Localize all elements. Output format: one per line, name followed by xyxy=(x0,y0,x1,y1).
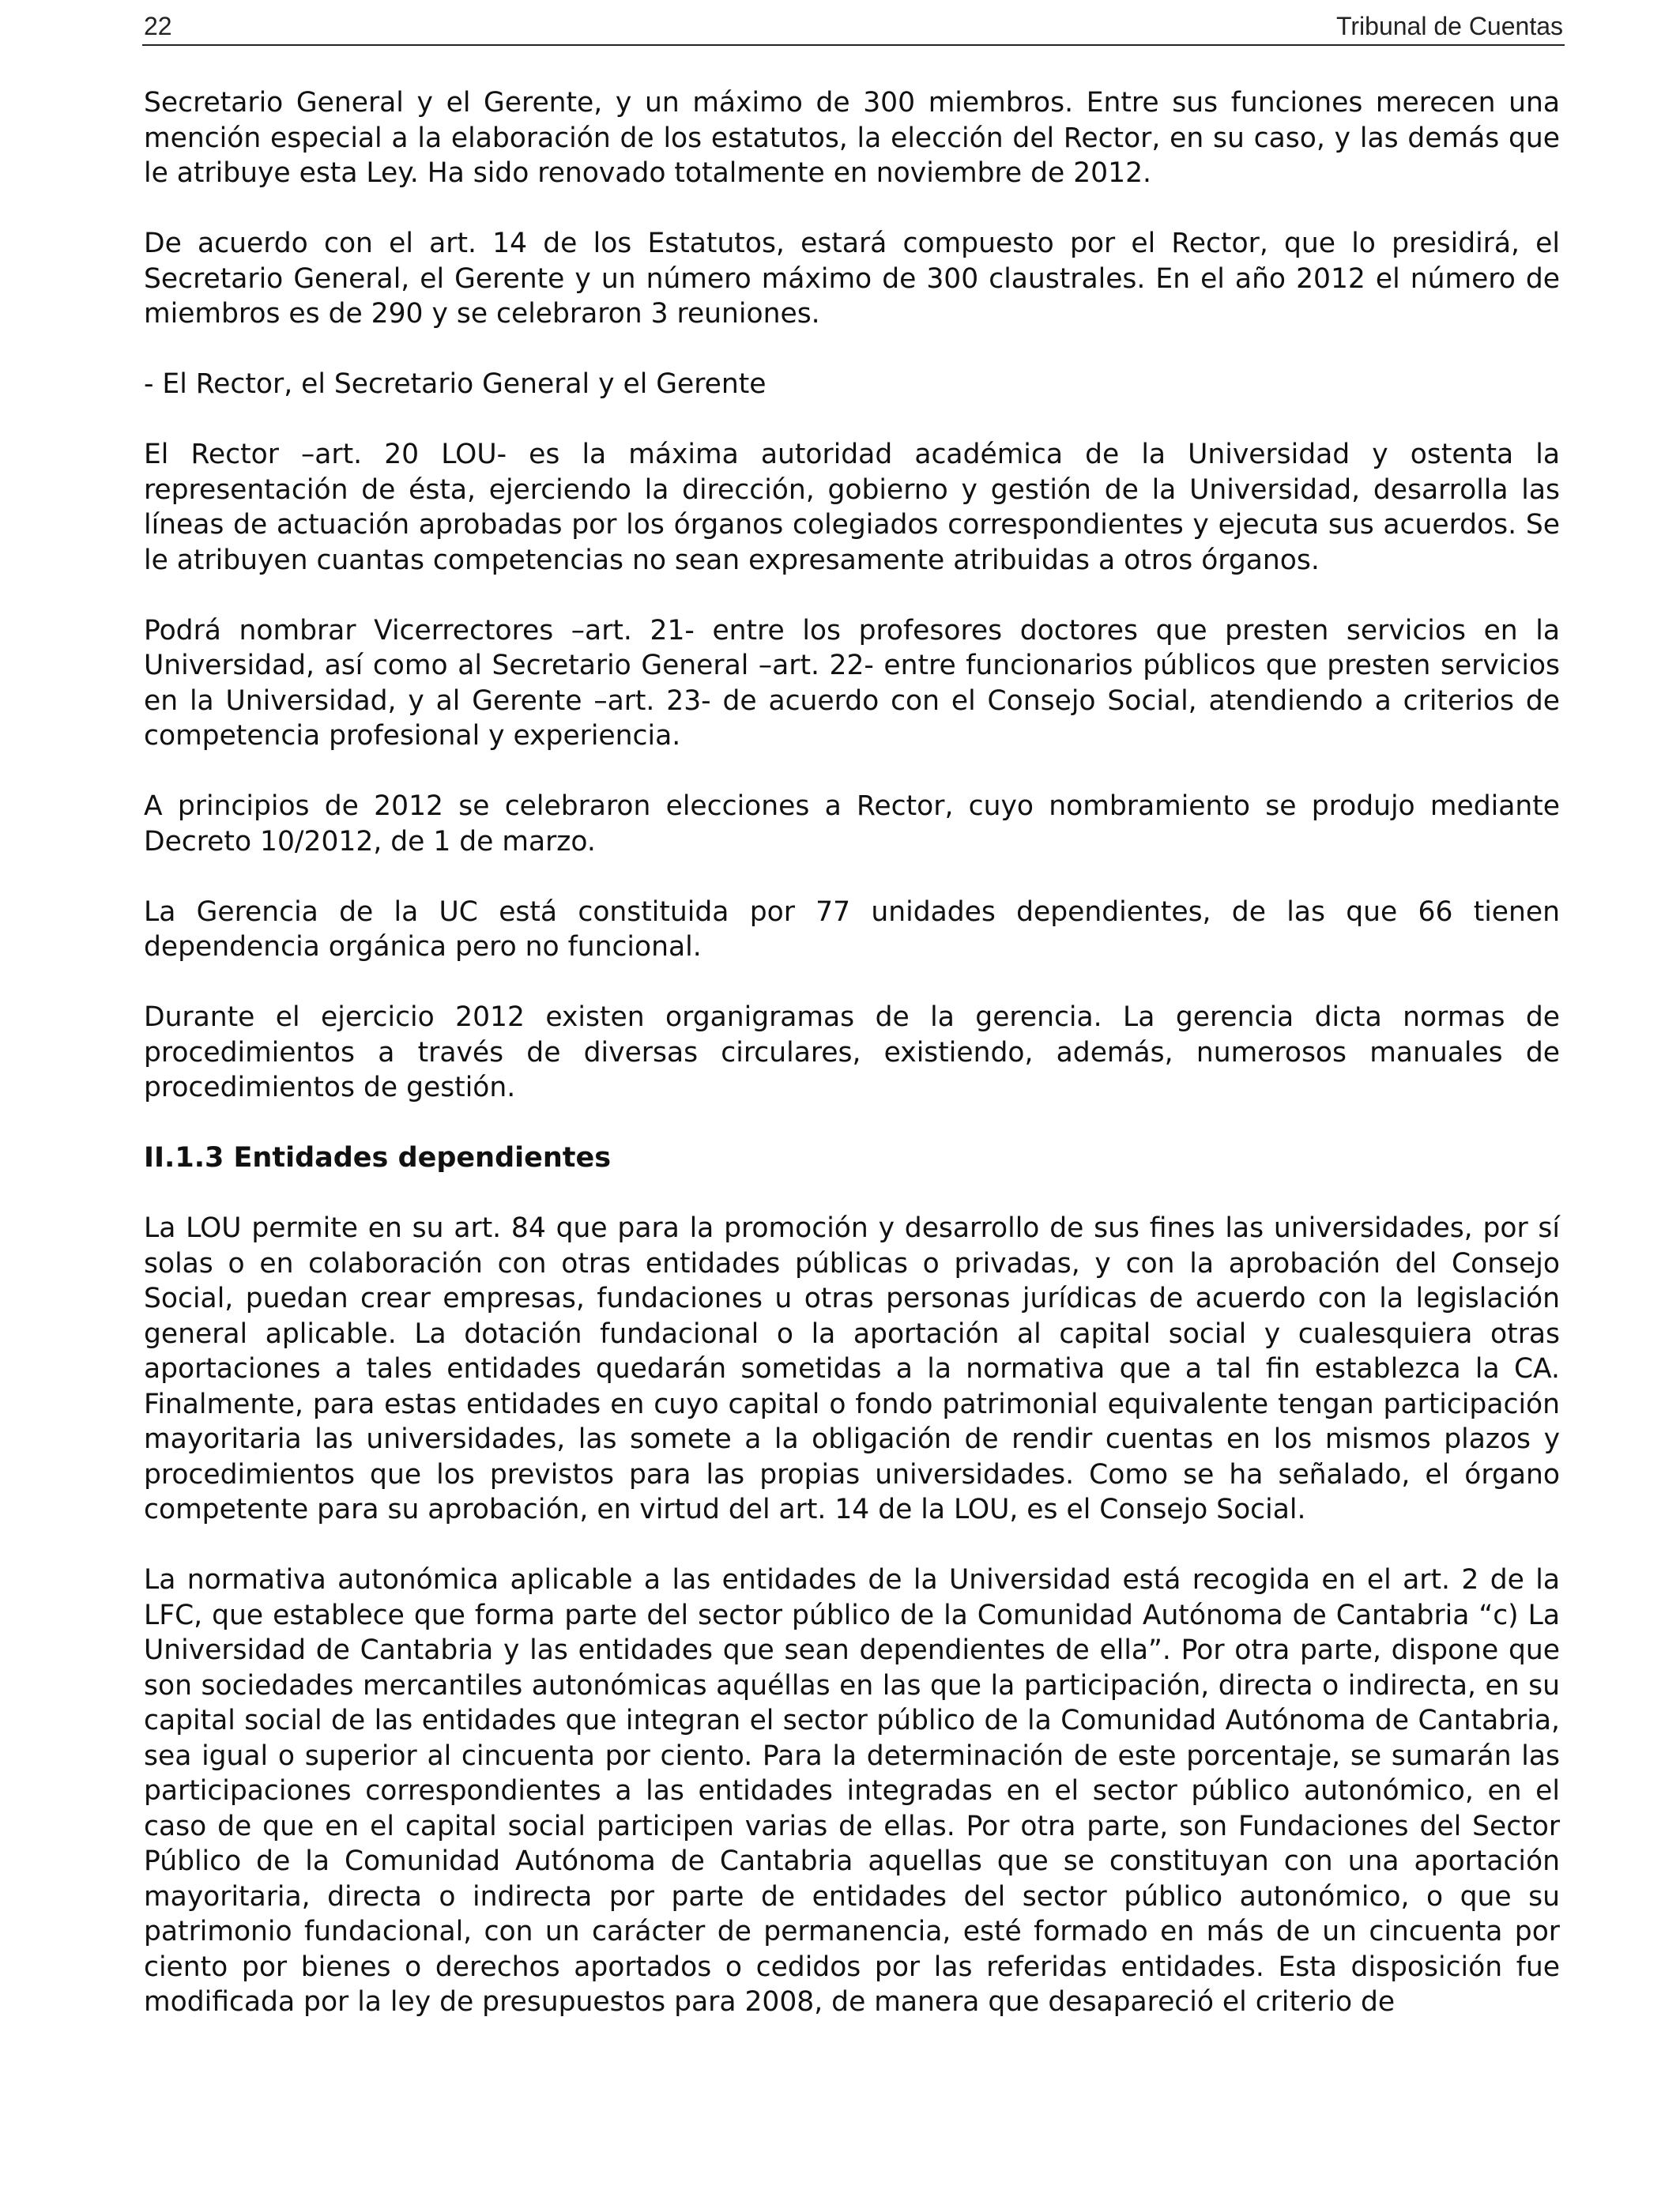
paragraph-lou-art84: La LOU permite en su art. 84 que para la promoción y desarrollo de sus fines las universidades, por sí solas o en colaboración con otras entidades públicas o privadas, y con la aprobación del Consejo Social, puedan crear empresas, fundaciones u otras personas jurídicas de acuerdo con la legislación general aplicable. La dotación fundacional o la aportación al capital social y cualesquiera otras aportaciones a tales entidades quedarán sometidas a la normativa que a tal fin establezca la CA. Finalmente, para estas entidades en cuyo capital o fondo patrimonial equivalente tengan participación mayoritaria las universidades, las somete a la obligación de rendir cuentas en los mismos plazos y procedimientos que los previstos para las propias universidades. Como se ha señalado, el órgano competente para su aprobación, en virtud del art. 14 de la LOU, es el Consejo Social. xyxy=(144,1212,1560,1525)
page-header xyxy=(142,8,1565,46)
paragraph-claustro-composition: Secretario General y el Gerente, y un máximo de 300 miembros. Entre sus funciones merecen una mención especial a la elaboración de los estatutos, la elección del Rector, en su caso, y las demás que le atribuye esta Ley. Ha sido renovado totalmente en noviembre de 2012. xyxy=(144,87,1560,189)
paragraph-gerencia-units: La Gerencia de la UC está constituida por 77 unidades dependientes, de las que 66 tienen dependencia orgánica pero no funcional. xyxy=(144,895,1560,963)
paragraph-organigramas: Durante el ejercicio 2012 existen organigramas de la gerencia. La gerencia dicta normas de procedimientos a través de diversas circulares, existiendo, además, numerosos manuales de procedimientos de gestión. xyxy=(144,1001,1560,1103)
paragraph-normativa-autonomica: La normativa autonómica aplicable a las entidades de la Universidad está recogida en el art. 2 de la LFC, que establece que forma parte del sector público de la Comunidad Autónoma de Cantabria “c) La Universidad de Cantabria y las entidades que sean dependientes de ella”. Por otra parte, dispone que son sociedades mercantiles autonómicas aquéllas en las que la participación, directa o indirecta, en su capital social de las entidades que integran el sector público de la Comunidad Autónoma de Cantabria, sea igual o superior al cincuenta por ciento. Para la determinación de este porcentaje, se sumarán las participaciones correspondientes a las entidades integradas en el sector público autonómico, en el caso de que en el capital social participen varias de ellas. Por otra parte, son Fundaciones del Sector Público de la Comunidad Autónoma de Cantabria aquellas que se constituyan con una aportación mayoritaria, directa o indirecta por parte de entidades del sector público autonómico, o que su patrimonio fundacional, con un carácter de permanencia, esté formado en más de un cincuenta por ciento por bienes o derechos aportados o cedidos por las referidas entidades. Esta disposición fue modificada por la ley de presupuestos para 2008, de manera que desapareció el criterio de xyxy=(144,1564,1560,2018)
section-heading: II.1.3 Entidades dependientes xyxy=(144,1142,612,1174)
paragraph-vicerrectores: Podrá nombrar Vicerrectores –art. 21- entre los profesores doctores que presten servicios en la Universidad, así como al Secretario General –art. 22- entre funcionarios públicos que presten servicios en la Universidad, y al Gerente –art. 23- de acuerdo con el Consejo Social, atendiendo a criterios de competencia profesional y experiencia. xyxy=(144,614,1560,752)
paragraph-estatutos-art14: De acuerdo con el art. 14 de los Estatutos, estará compuesto por el Rector, que lo presidirá, el Secretario General, el Gerente y un número máximo de 300 claustrales. En el año 2012 el número de miembros es de 290 y se celebraron 3 reuniones. xyxy=(144,228,1560,330)
paragraph-elections: A principios de 2012 se celebraron elecciones a Rector, cuyo nombramiento se produjo mediante Decreto 10/2012, de 1 de marzo. xyxy=(144,790,1560,858)
running-title: Tribunal de Cuentas xyxy=(1336,12,1563,40)
paragraph-rector-subheading: - El Rector, el Secretario General y el Gerente xyxy=(144,368,767,400)
paragraph-rector-role: El Rector –art. 20 LOU- es la máxima autoridad académica de la Universidad y ostenta la representación de ésta, ejerciendo la dirección, gobierno y gestión de la Universidad, desarrolla las líneas de actuación aprobadas por los órganos colegiados correspondientes y ejecuta sus acuerdos. Se le atribuyen cuantas competencias no sean expresamente atribuidas a otros órganos. xyxy=(144,439,1560,576)
document-body xyxy=(144,85,1560,2055)
page-number: 22 xyxy=(144,12,172,40)
